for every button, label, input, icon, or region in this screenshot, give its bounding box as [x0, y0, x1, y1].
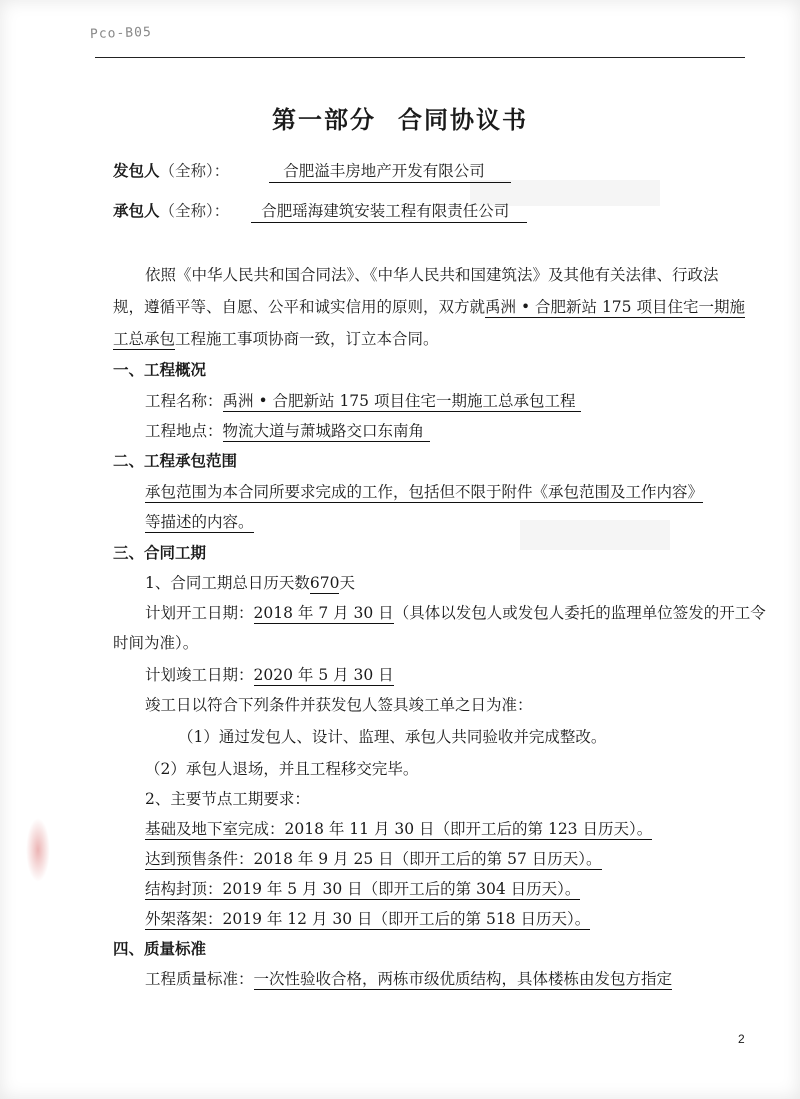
employer-label: 发包人 — [113, 162, 160, 180]
total-days-row — [145, 571, 355, 593]
employer-paren: （全称）： — [159, 162, 230, 180]
milestone-3-text: 结构封顶：2019 年 5 月 30 日（即开工后的第 304 日历天）。 — [145, 880, 581, 898]
contractor-paren: （全称）： — [159, 202, 230, 220]
section-2-heading: 二、工程承包范围 — [113, 452, 238, 470]
quality-standard-row — [145, 967, 672, 989]
page-number: 2 — [738, 1032, 745, 1046]
total-days-label: 1、合同工期总日历天数 — [145, 574, 310, 592]
milestone-2 — [145, 847, 602, 869]
project-location-value: 物流大道与萧城路交口东南角 — [223, 422, 431, 442]
scope-line-1 — [145, 480, 703, 502]
intro-line-1: 依照《中华人民共和国合同法》、《中华人民共和国建筑法》及其他有关法律、行政法 — [145, 266, 719, 284]
scope-line-2 — [145, 510, 254, 532]
contractor-line — [113, 199, 527, 223]
contractor-label: 承包人 — [113, 202, 160, 220]
project-name-value: 禹洲 • 合肥新站 175 项目住宅一期施工总承包工程 — [223, 392, 582, 412]
planned-start-value: 2018 年 7 月 30 日 — [253, 604, 394, 622]
reverse-bleed-through — [520, 520, 670, 550]
planned-start-row — [145, 601, 766, 623]
title-name: 合同协议书 — [398, 106, 528, 134]
completion-condition: 竣工日以符合下列条件并获发包人签具竣工单之日为准： — [145, 696, 533, 714]
planned-end-value: 2020 年 5 月 30 日 — [253, 666, 394, 684]
handwritten-margin-note: Pco-B05 — [89, 24, 153, 43]
project-name-label: 工程名称： — [145, 392, 223, 410]
section-4-heading: 四、质量标准 — [113, 940, 207, 958]
section-1-heading: 一、工程概况 — [113, 361, 207, 379]
planned-end-label: 计划竣工日期： — [145, 666, 254, 684]
project-location-row — [145, 419, 430, 441]
intro-line-3-text: 工程施工事项协商一致，订立本合同。 — [175, 330, 439, 348]
page-title — [0, 100, 800, 135]
planned-start-label: 计划开工日期： — [145, 604, 254, 622]
project-name-row — [145, 389, 581, 411]
total-days-unit: 天 — [339, 574, 355, 592]
milestone-3 — [145, 877, 580, 899]
milestone-4 — [145, 907, 590, 929]
intro-line-2-text: 规，遵循平等、自愿、公平和诚实信用的原则，双方就 — [113, 298, 486, 316]
intro-line-3 — [113, 327, 439, 349]
condition-2: （2）承包人退场，并且工程移交完毕。 — [145, 760, 419, 778]
planned-end-row — [145, 663, 394, 685]
contractor-name: 合肥瑶海建筑安装工程有限责任公司 — [251, 199, 527, 223]
intro-line-2 — [113, 295, 745, 317]
condition-1: （1）通过发包人、设计、监理、承包人共同验收并完成整改。 — [178, 728, 607, 746]
employer-name: 合肥溢丰房地产开发有限公司 — [269, 159, 511, 183]
milestone-2-text: 达到预售条件：2018 年 9 月 25 日（即开工后的第 57 日历天）。 — [145, 850, 602, 868]
scope-text-2: 等描述的内容。 — [145, 513, 254, 531]
project-name-inline-cont: 工总承包 — [113, 330, 176, 348]
quality-standard-value: 一次性验收合格，两栋市级优质结构，具体楼栋由发包方指定 — [253, 970, 673, 988]
planned-start-note: （具体以发包人或发包人委托的监理单位签发的开工令 — [393, 604, 766, 622]
top-rule — [95, 57, 745, 58]
planned-start-note-cont: 时间为准）。 — [113, 634, 199, 652]
section-3-heading: 三、合同工期 — [113, 544, 207, 562]
quality-standard-label: 工程质量标准： — [145, 970, 254, 988]
project-name-inline: 禹洲 • 合肥新站 175 项目住宅一期施 — [485, 298, 745, 316]
scope-text-1: 承包范围为本合同所要求完成的工作，包括但不限于附件《承包范围及工作内容》 — [145, 483, 704, 501]
milestone-4-text: 外架落架：2019 年 12 月 30 日（即开工后的第 518 日历天）。 — [145, 910, 591, 928]
title-part: 第一部分 — [272, 106, 376, 134]
project-location-label: 工程地点： — [145, 422, 223, 440]
milestones-heading: 2、主要节点工期要求： — [145, 790, 310, 808]
milestone-1 — [145, 817, 652, 839]
total-days-value: 670 — [309, 574, 340, 592]
employer-line — [113, 159, 511, 183]
milestone-1-text: 基础及地下室完成：2018 年 11 月 30 日（即开工后的第 123 日历天）。 — [145, 820, 653, 838]
red-stamp-edge — [26, 818, 50, 882]
